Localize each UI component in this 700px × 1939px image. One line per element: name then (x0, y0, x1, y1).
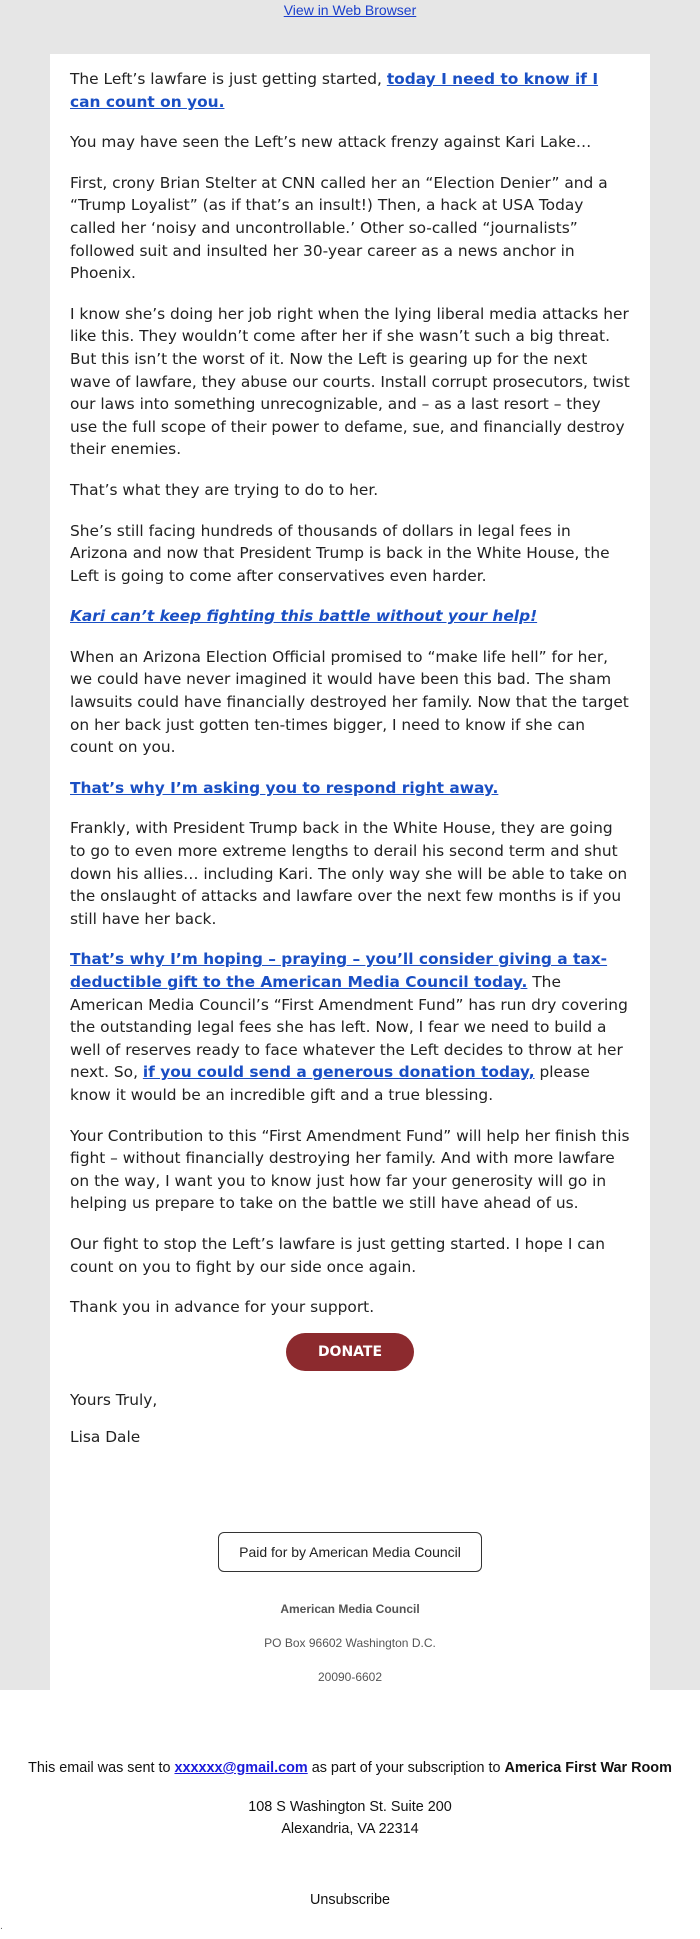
kari-help-link[interactable]: Kari can’t keep fighting this battle without your help! (70, 607, 538, 626)
list-name: America First War Room (504, 1760, 672, 1776)
count-on-you-link[interactable]: today I need to know if I can count on you. (70, 70, 599, 111)
paragraph-attack-frenzy: You may have seen the Left’s new attack frenzy against Kari Lake… (70, 133, 592, 152)
paid-for-box: Paid for by American Media Council (218, 1532, 482, 1572)
recipient-email-link[interactable]: xxxxxx@gmail.com (174, 1760, 308, 1776)
respond-right-away-link[interactable]: That’s why I’m asking you to respond right away. (70, 778, 499, 797)
org-info (70, 1602, 630, 1684)
unsubscribe-link[interactable]: Unsubscribe (310, 1892, 390, 1908)
email-footer (0, 1760, 700, 1908)
paragraph-contribution: Your Contribution to this “First Amendment Fund” will help her finish this fight – without financially destroying her family. And with more lawfare on the way, I want you to know just how far your generosity will go in helping us prepare to take on the battle we still have ahead of us. (70, 1126, 630, 1213)
donate-container (70, 1333, 630, 1371)
paragraph-election-official: When an Arizona Election Official promised to “make life hell” for her, we could have never imagined it would have been this bad. The sham lawsuits could have financially destroyed her family. Now that the target on her back just gotten ten-times bigger, I need to know if she can count on you. (70, 647, 629, 757)
org-zip: 20090-6602 (317, 1669, 383, 1684)
paragraph-respond-link (70, 777, 630, 800)
paragraph-donation-appeal: That’s why I’m hoping – praying – you’ll consider giving a tax-deductible gift to the American Media Council today. The American Media Council’s “First Amendment Fund” has run dry covering the outstanding legal fees she has left. Now, I fear we need to build a well of reserves ready to face whatever the Left decides to throw at her next. So, if you could send a generous donation today, please know it would be an incredible gift and a true blessing. (70, 950, 628, 1104)
org-name: American Media Council (280, 1601, 420, 1616)
view-in-browser-link[interactable]: View in Web Browser (283, 2, 417, 18)
footer-address: 108 S Washington St. Suite 200 Alexandria, VA 22314 (248, 1799, 452, 1837)
tax-deductible-gift-link[interactable]: That’s why I’m hoping – praying – you’ll consider giving a tax-deductible gift to the American Media Council today. (70, 950, 608, 991)
paragraph-legal-fees: She’s still facing hundreds of thousands of dollars in legal fees in Arizona and now that President Trump is back in the White House, the Left is going to come after conservatives even harder. (70, 521, 610, 585)
paragraph-trying: That’s what they are trying to do to her. (70, 480, 379, 499)
paragraph-fight: Our fight to stop the Left’s lawfare is just getting started. I hope I can count on you to fight by our side once again. (70, 1234, 605, 1276)
paragraph-lying-media: I know she’s doing her job right when the lying liberal media attacks her like this. They wouldn’t come after her if she wasn’t such a big threat. But this isn’t the worst of it. Now the Left is gearing up for the next wave of lawfare, they abuse our courts. Install corrupt prosecutors, twist our laws into something unrecognizable, and – as a last resort – they use the full scope of their power to defame, sue, and financially destroy their enemies. (70, 304, 630, 459)
tracking-mark: . (0, 1922, 3, 1932)
paragraph-thanks: Thank you in advance for your support. (70, 1298, 375, 1317)
paragraph-kari-link (70, 605, 630, 628)
org-address: PO Box 96602 Washington D.C. (264, 1635, 436, 1650)
paragraph-frankly: Frankly, with President Trump back in the White House, they are going to go to even more extreme lengths to derail his second term and shut down his allies… including Kari. The only way she will be able to take on the onslaught of attacks and lawfare over the next few months is if you still have her back. (70, 819, 628, 928)
closing-text: Yours Truly, (70, 1390, 158, 1409)
generous-donation-link[interactable]: if you could send a generous donation today, (142, 1063, 535, 1082)
paragraph-intro: The Left’s lawfare is just getting started, today I need to know if I can count on you. (70, 70, 599, 111)
paragraph-stelter: First, crony Brian Stelter at CNN called her an “Election Denier” and a “Trump Loyalist” (as if that’s an insult!) Then, a hack at USA Today called her ‘noisy and uncontrollable.’ Other so-called “journalists” followed suit and insulted her 30-year career as a news anchor in Phoenix. (70, 173, 608, 283)
donate-button[interactable]: DONATE (286, 1333, 414, 1371)
signature-name: Lisa Dale (70, 1427, 141, 1446)
subscription-notice: This email was sent to xxxxxx@gmail.com as part of your subscription to America First War Room (28, 1760, 672, 1776)
email-content-card (50, 54, 650, 1690)
